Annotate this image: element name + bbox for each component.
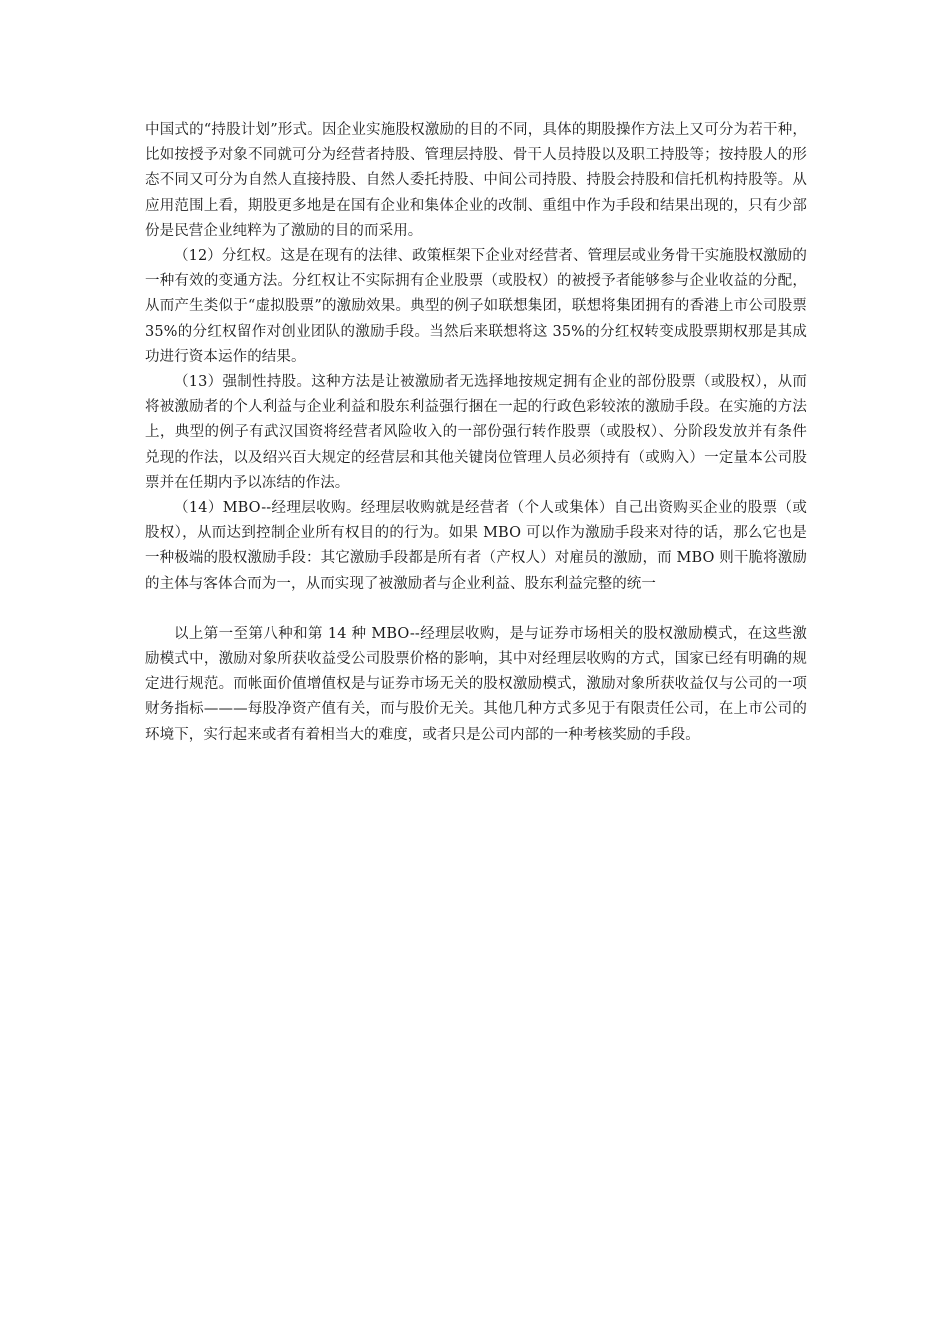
- paragraph-item-14: （14）MBO--经理层收购。经理层收购就是经营者（个人或集体）自己出资购买企业的股票（或股权），从而达到控制企业所有权目的的行为。如果 MBO 可以作为激励手段来对待的话，那么它也是一种极端的股权激励手段：其它激励手段都是所有者（产权人）对雇员的激励，而 MBO 则干脆将激励的主体与客体合而为一，从而实现了被激励者与企业利益、股东利益完整的统一: [145, 500, 807, 592]
- paragraph-intro-continuation: 中国式的“持股计划”形式。因企业实施股权激励的目的不同，具体的期股操作方法上又可分为若干种，比如按授予对象不同就可分为经营者持股、管理层持股、骨干人员持股以及职工持股等；按持股人的形态不同又可分为自然人直接持股、自然人委托持股、中间公司持股、持股会持股和信托机构持股等。从应用范围上看，期股更多地是在国有企业和集体企业的改制、重组中作为手段和结果出现的，只有少部份是民营企业纯粹为了激励的目的而采用。: [145, 122, 807, 239]
- paragraph-summary: 以上第一至第八种和第 14 种 MBO--经理层收购，是与证券市场相关的股权激励模式，在这些激励模式中，激励对象所获收益受公司股票价格的影响，其中对经理层收购的方式，国家已经有明确的规定进行规范。而帐面价值增值权是与证券市场无关的股权激励模式，激励对象所获收益仅与公司的一项财务指标———每股净资产值有关，而与股价无关。其他几种方式多见于有限责任公司，在上市公司的环境下，实行起来或者有着相当大的难度，或者只是公司内部的一种考核奖励的手段。: [145, 625, 807, 743]
- paragraph-item-12: （12）分红权。这是在现有的法律、政策框架下企业对经营者、管理层或业务骨干实施股权激励的一种有效的变通方法。分红权让不实际拥有企业股票（或股权）的被授予者能够参与企业收益的分配，从而产生类似于“虚拟股票”的激励效果。典型的例子如联想集团，联想将集团拥有的香港上市公司股票 35%的分红权留作对创业团队的激励手段。当然后来联想将这 35%的分红权转变成股票期权那是其成功进行资本运作的结果。: [145, 248, 807, 365]
- paragraph-spacer: [145, 597, 807, 622]
- document-page: [145, 118, 807, 748]
- paragraph-item-13: （13）强制性持股。这种方法是让被激励者无选择地按规定拥有企业的部份股票（或股权），从而将被激励者的个人利益与企业利益和股东利益强行捆在一起的行政色彩较浓的激励手段。在实施的方法上，典型的例子有武汉国资将经营者风险收入的一部份强行转作股票（或股权）、分阶段发放并有条件兑现的作法，以及绍兴百大规定的经营层和其他关键岗位管理人员必须持有（或购入）一定量本公司股票并在任期内予以冻结的作法。: [145, 374, 807, 491]
